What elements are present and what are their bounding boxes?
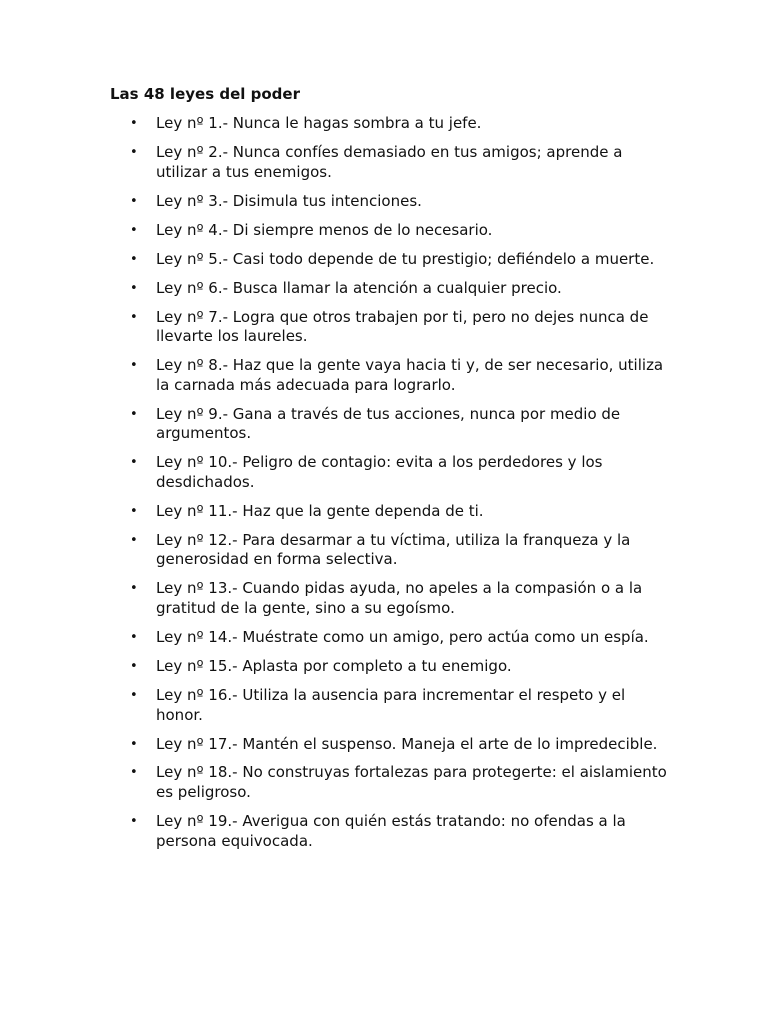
- bullet-icon: •: [130, 116, 138, 131]
- list-item: [110, 812, 670, 851]
- bullet-icon: •: [130, 658, 138, 674]
- bullet-icon: •: [130, 455, 138, 471]
- list-item: [110, 686, 670, 725]
- law-text: Ley nº 11.- Haz que la gente dependa de ti.: [156, 501, 484, 520]
- bullet-icon: •: [130, 193, 138, 209]
- bullet-icon: •: [130, 503, 138, 519]
- law-text: Ley nº 17.- Mantén el suspenso. Maneja el arte de lo impredecible.: [156, 734, 658, 753]
- list-item: [110, 531, 670, 570]
- law-text: Ley nº 3.- Disimula tus intenciones.: [156, 191, 422, 210]
- law-text: Ley nº 13.- Cuando pidas ayuda, no apeles a la compasión o a la gratitud de la gente, sino a su egoísmo.: [156, 579, 643, 617]
- law-text: Ley nº 19.- Averigua con quién estás tratando: no ofendas a la persona equivocada.: [156, 812, 626, 850]
- law-text: Ley nº 15.- Aplasta por completo a tu enemigo.: [156, 656, 512, 675]
- list-item: [110, 657, 670, 677]
- law-text: Ley nº 2.- Nunca confíes demasiado en tus amigos; aprende a utilizar a tus enemigos.: [156, 142, 623, 181]
- law-text: Ley nº 16.- Utiliza la ausencia para incrementar el respeto y el honor.: [156, 685, 626, 724]
- law-text: Ley nº 9.- Gana a través de tus acciones, nunca por medio de argumentos.: [156, 404, 621, 443]
- list-item: [110, 114, 670, 134]
- bullet-icon: •: [130, 222, 138, 238]
- law-text: Ley nº 14.- Muéstrate como un amigo, pero actúa como un espía.: [156, 627, 649, 646]
- list-item: [110, 628, 670, 648]
- list-item: [110, 763, 670, 802]
- law-text: Ley nº 18.- No construyas fortalezas para protegerte: el aislamiento es peligroso.: [156, 763, 667, 802]
- list-item: [110, 143, 670, 182]
- list-item: [110, 192, 670, 212]
- bullet-icon: •: [130, 765, 138, 781]
- law-text: Ley nº 1.- Nunca le hagas sombra a tu jefe.: [156, 114, 482, 132]
- bullet-icon: •: [130, 736, 138, 752]
- list-item: [110, 453, 670, 492]
- list-item: [110, 502, 670, 522]
- list-item: [110, 250, 670, 270]
- bullet-icon: •: [130, 581, 138, 597]
- bullet-icon: •: [130, 532, 138, 548]
- bullet-icon: •: [130, 309, 138, 325]
- bullet-icon: •: [130, 251, 138, 267]
- list-item: [110, 308, 670, 347]
- list-item: [110, 221, 670, 241]
- law-text: Ley nº 12.- Para desarmar a tu víctima, utiliza la franqueza y la generosidad en forma selectiva.: [156, 530, 631, 569]
- list-item: [110, 579, 670, 618]
- law-text: Ley nº 6.- Busca llamar la atención a cualquier precio.: [156, 278, 562, 297]
- list-item: [110, 356, 670, 395]
- bullet-icon: •: [130, 280, 138, 296]
- bullet-icon: •: [130, 358, 138, 374]
- bullet-icon: •: [130, 144, 138, 160]
- law-text: Ley nº 4.- Di siempre menos de lo necesario.: [156, 220, 493, 239]
- law-text: Ley nº 5.- Casi todo depende de tu prestigio; defiéndelo a muerte.: [156, 249, 655, 268]
- law-text: Ley nº 10.- Peligro de contagio: evita a los perdedores y los desdichados.: [156, 453, 603, 491]
- list-item: [110, 279, 670, 299]
- list-item: [110, 735, 670, 755]
- document-title: Las 48 leyes del poder: [110, 85, 300, 103]
- bullet-icon: •: [130, 406, 138, 422]
- law-text: Ley nº 8.- Haz que la gente vaya hacia ti y, de ser necesario, utiliza la carnada más adecuada para lograrlo.: [156, 356, 664, 394]
- law-list: [110, 114, 670, 861]
- law-text: Ley nº 7.- Logra que otros trabajen por ti, pero no dejes nunca de llevarte los laureles.: [156, 307, 649, 346]
- bullet-icon: •: [130, 687, 138, 703]
- list-item: [110, 405, 670, 444]
- bullet-icon: •: [130, 814, 138, 830]
- bullet-icon: •: [130, 629, 138, 645]
